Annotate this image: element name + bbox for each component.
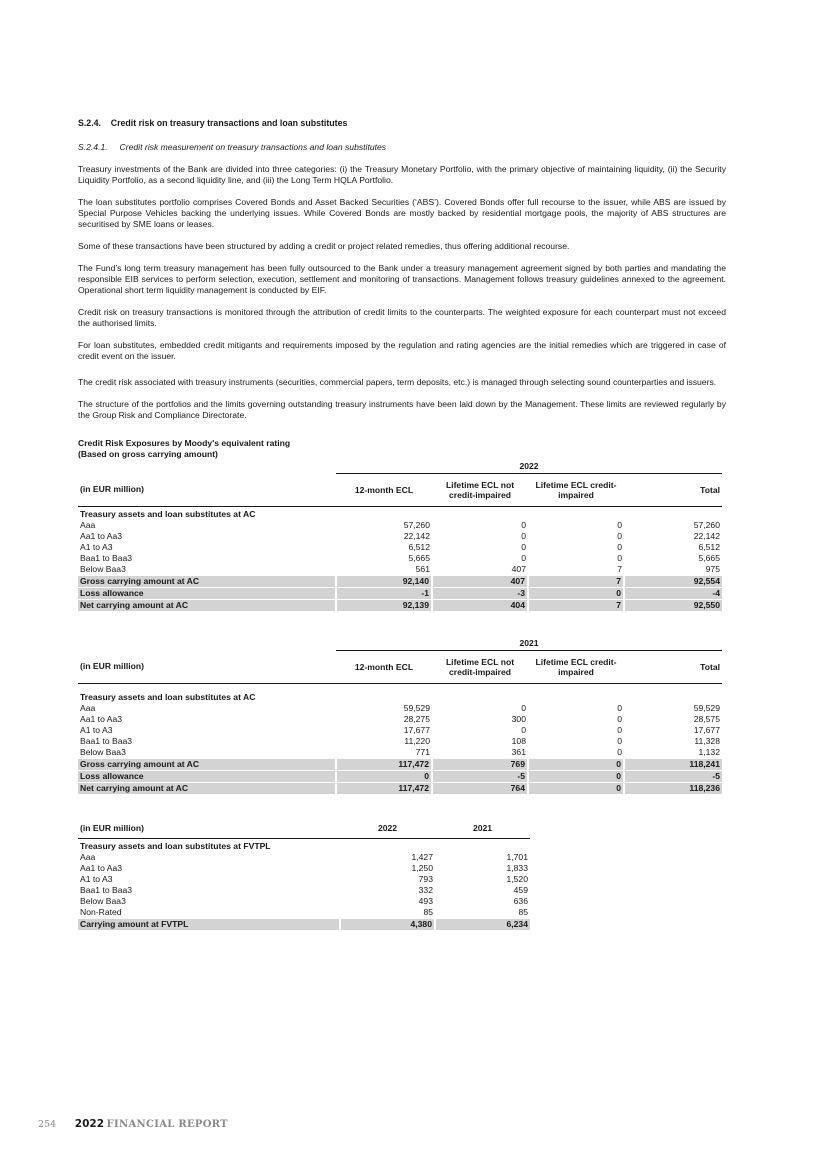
footer-report-title: FINANCIAL REPORT: [106, 1119, 228, 1130]
row-value: 459: [513, 885, 528, 895]
row-value: 0: [617, 553, 622, 563]
row-label: Below Baa3: [80, 747, 126, 757]
row-value: 561: [415, 564, 430, 574]
row-value: 0: [617, 531, 622, 541]
rows-2022: [78, 520, 722, 611]
table-row: [78, 703, 722, 714]
table-title: [78, 438, 726, 460]
total-value: 0: [528, 771, 624, 783]
col-header-lifetime-impaired: Lifetime ECL credit-impaired: [528, 474, 624, 507]
row-value: 11,220: [404, 736, 430, 746]
credit-exposure-table-2022: [78, 460, 722, 611]
total-value: -4: [624, 588, 722, 600]
col-header-12m: 12-month ECL: [336, 651, 432, 684]
row-value: 1,132: [698, 747, 720, 757]
row-label: Aaa: [80, 703, 96, 713]
row-value: 1,520: [506, 874, 528, 884]
row-value: 17,677: [693, 725, 720, 735]
row-label: Aaa: [80, 852, 96, 862]
total-label: Gross carrying amount at AC: [78, 759, 336, 771]
page-number: 254: [38, 1119, 57, 1130]
rows-fvtpl: [78, 852, 530, 919]
row-value: 493: [418, 896, 433, 906]
row-label: Aa1 to Aa3: [80, 714, 123, 724]
paragraph: The loan substitutes portfolio comprises Covered Bonds and Asset Backed Securities (‘ABS’). Covered Bonds offer full recourse to the issuer, while ABS are issued by Special Purpose Vehicles backing the underlying issues. While Covered Bonds are mostly backed by residential mortgage pools, the majority of ABS structures are securitised by SME loans or leases.: [78, 197, 726, 229]
col-header-2022: 2022: [340, 818, 435, 839]
row-value: 1,427: [411, 852, 433, 862]
total-value: 92,140: [336, 576, 432, 588]
total-value: 764: [432, 783, 528, 795]
row-value: 0: [617, 747, 622, 757]
total-row: [78, 783, 722, 795]
year-header: 2022: [336, 460, 722, 474]
table-row: [78, 520, 722, 531]
table-row: [78, 736, 722, 747]
row-value: 1,250: [411, 863, 433, 873]
row-value: 17,677: [403, 725, 430, 735]
table-subtitle-line: (Based on gross carrying amount): [78, 449, 218, 459]
section-label: Treasury assets and loan substitutes at FVTPL: [80, 841, 271, 851]
paragraph: The credit risk associated with treasury instruments (securities, commercial papers, term deposits, etc.) is managed through selecting sound counterparties and issuers.: [78, 377, 717, 387]
total-row: [78, 588, 722, 600]
row-value: 361: [511, 747, 526, 757]
total-value: -5: [432, 771, 528, 783]
row-value: 793: [418, 874, 433, 884]
row-value: 0: [521, 542, 526, 552]
unit-header: (in EUR million): [78, 818, 340, 839]
paragraph: The structure of the portfolios and the limits governing outstanding treasury instruments have been laid down by the Management. These limits are reviewed regularly by the Group Risk and Compliance Directorate.: [78, 399, 726, 420]
row-label: Non-Rated: [80, 907, 122, 917]
table-row: [78, 553, 722, 564]
row-value: 0: [521, 531, 526, 541]
col-header-12m: 12-month ECL: [336, 474, 432, 507]
total-value: 0: [336, 771, 432, 783]
row-label: Aa1 to Aa3: [80, 531, 123, 541]
row-value: 57,260: [693, 520, 720, 530]
row-value: 7: [617, 564, 622, 574]
total-value: 118,241: [624, 759, 722, 771]
total-value: 7: [528, 576, 624, 588]
section-heading: S.2.4. Credit risk on treasury transactions and loan substitutes: [78, 118, 348, 128]
row-value: 300: [511, 714, 526, 724]
row-value: 28,275: [403, 714, 430, 724]
total-value: 92,550: [624, 600, 722, 612]
table-row: [78, 896, 530, 907]
total-label: Loss allowance: [78, 588, 336, 600]
fvtpl-table: [78, 818, 530, 930]
section-label: Treasury assets and loan substitutes at AC: [80, 509, 256, 519]
col-header-total: Total: [624, 651, 722, 684]
table-row: [78, 885, 530, 896]
row-label: A1 to A3: [80, 542, 113, 552]
page-content: [78, 118, 726, 930]
table-row: [78, 564, 722, 576]
row-value: 59,529: [403, 703, 430, 713]
total-value: 4,380: [340, 919, 435, 931]
row-value: 0: [617, 542, 622, 552]
paragraph: For loan substitutes, embedded credit mitigants and requirements imposed by the regulation and rating agencies are the initial remedies which are triggered in case of credit event on the issuer.: [78, 340, 726, 361]
row-value: 0: [521, 553, 526, 563]
row-label: Baa1 to Baa3: [80, 553, 133, 563]
row-value: 5,665: [408, 553, 430, 563]
row-value: 1,701: [506, 852, 528, 862]
page-footer: [38, 1118, 228, 1130]
row-label: A1 to A3: [80, 725, 113, 735]
row-value: 975: [705, 564, 720, 574]
total-label: Carrying amount at FVTPL: [78, 919, 340, 931]
row-value: 6,512: [698, 542, 720, 552]
total-value: 404: [432, 600, 528, 612]
total-row: [78, 771, 722, 783]
row-value: 0: [617, 520, 622, 530]
row-value: 0: [617, 703, 622, 713]
rows-2021: [78, 703, 722, 794]
total-value: 7: [528, 600, 624, 612]
row-value: 85: [423, 907, 433, 917]
row-value: 0: [521, 703, 526, 713]
row-value: 22,142: [693, 531, 720, 541]
row-value: 57,260: [403, 520, 430, 530]
credit-exposure-table-2021: [78, 637, 722, 794]
total-value: 0: [528, 759, 624, 771]
unit-header: (in EUR million): [78, 651, 336, 684]
total-value: -5: [624, 771, 722, 783]
total-row: [78, 759, 722, 771]
row-value: 0: [521, 725, 526, 735]
col-header-lifetime-not-impaired: Lifetime ECL not credit-impaired: [432, 474, 528, 507]
total-value: 0: [528, 783, 624, 795]
table-row: [78, 542, 722, 553]
total-value: 118,236: [624, 783, 722, 795]
row-label: A1 to A3: [80, 874, 113, 884]
row-value: 0: [521, 520, 526, 530]
row-value: 1,833: [506, 863, 528, 873]
row-value: 11,328: [694, 736, 720, 746]
row-label: Aaa: [80, 520, 96, 530]
section-label: Treasury assets and loan substitutes at AC: [80, 692, 256, 702]
row-value: 108: [511, 736, 526, 746]
row-value: 5,665: [698, 553, 720, 563]
row-value: 636: [513, 896, 528, 906]
total-value: 92,139: [336, 600, 432, 612]
table-row: [78, 531, 722, 542]
year-header: 2021: [336, 637, 722, 651]
paragraph: Credit risk on treasury transactions is monitored through the attribution of credit limits to the counterparts. The weighted exposure for each counterpart must not exceed the authorised limits.: [78, 307, 726, 328]
paragraph: Treasury investments of the Bank are divided into three categories: (i) the Treasury Monetary Portfolio, with the primary objective of maintaining liquidity, (ii) the Security Liquidity Portfolio, as a second liquidity line, and (iii) the Long Term HQLA Portfolio.: [78, 164, 726, 185]
total-value: 769: [432, 759, 528, 771]
row-value: 0: [617, 725, 622, 735]
row-value: 771: [415, 747, 430, 757]
table-row: [78, 852, 530, 863]
total-label: Net carrying amount at AC: [78, 600, 336, 612]
total-value: 407: [432, 576, 528, 588]
row-value: 22,142: [403, 531, 430, 541]
row-value: 0: [617, 714, 622, 724]
row-label: Baa1 to Baa3: [80, 736, 133, 746]
row-value: 59,529: [693, 703, 720, 713]
row-value: 332: [418, 885, 433, 895]
row-value: 85: [518, 907, 528, 917]
section-subheading: S.2.4.1. Credit risk measurement on treasury transactions and loan substitutes: [78, 142, 387, 152]
row-value: 407: [511, 564, 526, 574]
total-value: -1: [336, 588, 432, 600]
col-header-total: Total: [624, 474, 722, 507]
row-label: Baa1 to Baa3: [80, 885, 133, 895]
col-header-lifetime-impaired: Lifetime ECL credit-impaired: [528, 651, 624, 684]
total-label: Net carrying amount at AC: [78, 783, 336, 795]
table-title-line: Credit Risk Exposures by Moody's equivalent rating: [78, 438, 291, 448]
row-value: 28,575: [693, 714, 720, 724]
row-label: Below Baa3: [80, 896, 126, 906]
table-row: [78, 874, 530, 885]
total-value: 6,234: [435, 919, 530, 931]
paragraph: The Fund’s long term treasury management has been fully outsourced to the Bank under a treasury management agreement signed by both parties and mandating the responsible EIB services to perform selection, execution, settlement and monitoring of transactions. Management follows treasury guidelines annexed to the agreement. Operational short term liquidity management is conducted by EIF.: [78, 263, 726, 295]
paragraph: Some of these transactions have been structured by adding a credit or project related remedies, thus offering additional recourse.: [78, 241, 570, 251]
total-row: [78, 576, 722, 588]
unit-header: (in EUR million): [78, 474, 336, 507]
total-value: 117,472: [336, 759, 432, 771]
table-row: [78, 725, 722, 736]
total-value: 92,554: [624, 576, 722, 588]
total-label: Gross carrying amount at AC: [78, 576, 336, 588]
total-value: 0: [528, 588, 624, 600]
row-label: Below Baa3: [80, 564, 126, 574]
total-value: 117,472: [336, 783, 432, 795]
table-row: [78, 863, 530, 874]
row-value: 6,512: [408, 542, 430, 552]
table-row: [78, 747, 722, 759]
col-header-2021: 2021: [435, 818, 530, 839]
row-value: 0: [617, 736, 622, 746]
row-label: Aa1 to Aa3: [80, 863, 123, 873]
total-label: Loss allowance: [78, 771, 336, 783]
total-row: [78, 600, 722, 612]
total-value: -3: [432, 588, 528, 600]
footer-year: 2022: [74, 1118, 105, 1130]
table-row: [78, 714, 722, 725]
col-header-lifetime-not-impaired: Lifetime ECL not credit-impaired: [432, 651, 528, 684]
table-row: [78, 907, 530, 919]
